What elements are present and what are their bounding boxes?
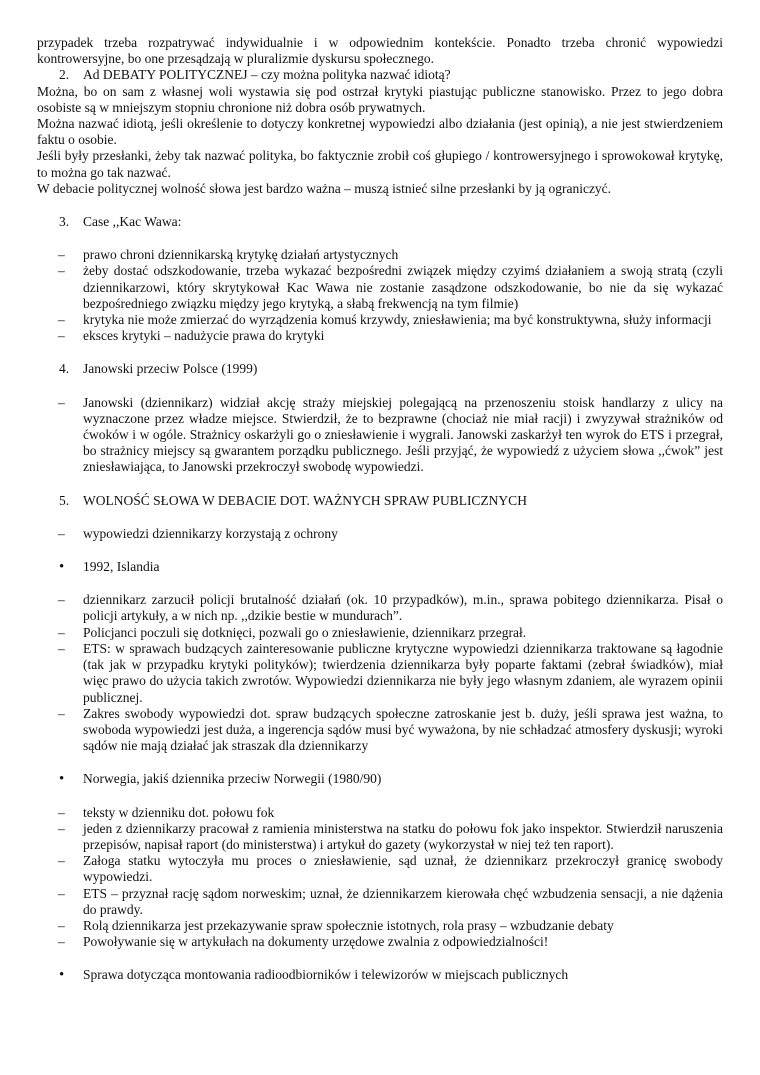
list-item — [37, 312, 723, 328]
list-item-text: Zakres swobody wypowiedzi dot. spraw budzących społeczne zatroskanie jest b. duży, jeśli sprawa jest ważna, to swoboda wypowiedzi jest duża, a ingerencja sądów musi być wyważona, by nie schładzać atmosfery dyskusji; wyroki sądów nie mają działać jak straszak dla dziennikarzy — [83, 705, 723, 754]
dash-marker: – — [58, 640, 65, 656]
list-item-text: teksty w dzienniku dot. połowu fok — [83, 804, 275, 820]
bullet-marker: • — [59, 771, 65, 788]
dash-marker: – — [58, 624, 65, 640]
bullet-heading-radio — [37, 967, 723, 983]
list-item-text: wypowiedzi dziennikarzy korzystają z ochrony — [83, 525, 338, 541]
dash-marker: – — [58, 263, 65, 279]
section-2-heading-text: Ad DEBATY POLITYCZNEJ – czy można polityka nazwać idiotą? — [83, 67, 451, 83]
list-item-text: prawo chroni dziennikarską krytykę działań artystycznych — [83, 247, 399, 263]
dash-marker: – — [58, 804, 65, 820]
section-4-heading — [37, 361, 723, 377]
section-4-heading-text: Janowski przeciw Polsce (1999) — [83, 361, 258, 377]
dash-marker: – — [58, 328, 65, 344]
section-4-number: 4. — [59, 361, 70, 377]
list-item — [37, 592, 723, 624]
section-5-heading — [37, 493, 723, 509]
list-item — [37, 918, 723, 934]
bullet-heading-text: Sprawa dotycząca montowania radioodbiorników i telewizorów w miejscach publicznych — [83, 967, 569, 983]
dash-marker: – — [58, 247, 65, 263]
list-item-text: dziennikarz zarzucił policji brutalność działań (ok. 10 przypadków), m.in., sprawa pobitego dziennikarza. Pisał o policji artykuły, a w nich np. ,,dzikie bestie w mundurach”. — [83, 592, 723, 624]
section-5-number: 5. — [59, 492, 70, 508]
section-2-paragraph: Można, bo on sam z własnej woli wystawia się pod ostrzał krytyki piastując publiczne stanowisko. Przez to jego dobra osobiste są w mniejszym stopniu chronione niż dobra osób prywatnych. — [37, 83, 723, 115]
bullet-heading-text: Norwegia, jakiś dziennika przeciw Norwegii (1980/90) — [83, 771, 382, 787]
list-item-text: ETS: w sprawach budzących zainteresowanie publiczne krytyczne wypowiedzi dziennikarza traktowane są łagodnie (tak jak w przypadku krytyki polityków); twierdzenia dziennikarza były poparte faktami (zebrał świadków), miał więc prawo do użycia takich zwrotów. Wypowiedzi dziennikarza nie były jego własnym zdaniem, ale wyrazem opinii publicznej. — [83, 640, 723, 705]
dash-marker: – — [58, 820, 65, 836]
list-item-text: Załoga statku wytoczyła mu proces o zniesławienie, sąd uznał, że dziennikarz przekroczył granicę swobody wypowiedzi. — [83, 853, 723, 885]
list-item-text: ETS – przyznał rację sądom norweskim; uznał, że dziennikarzem kierowała chęć wzbudzenia sensacji, a nie dążenia do prawdy. — [83, 885, 723, 917]
bullet-marker: • — [59, 559, 65, 576]
list-item-text: krytyka nie może zmierzać do wyrządzenia komuś krzywdy, zniesławienia; ma być konstruktywna, służy informacji — [83, 312, 712, 328]
dash-marker: – — [58, 885, 65, 901]
list-item — [37, 526, 723, 542]
list-item — [37, 263, 723, 312]
list-item-text: jeden z dziennikarzy pracował z ramienia ministerstwa na statku do połowu fok jako inspektor. Stwierdził naruszenia przepisów, napisał raport (do ministerstwa) i artykuł do gazety (wykorzystał w niej też ten raport). — [83, 820, 723, 852]
list-item — [37, 247, 723, 263]
dash-marker: – — [58, 934, 65, 950]
dash-marker: – — [58, 525, 65, 541]
list-item — [37, 934, 723, 950]
bullet-heading-islandia — [37, 559, 723, 575]
dash-marker: – — [58, 705, 65, 721]
list-item — [37, 641, 723, 706]
section-2-number: 2. — [59, 67, 70, 83]
intro-paragraph: przypadek trzeba rozpatrywać indywidualnie i w odpowiednim kontekście. Ponadto trzeba chronić wypowiedzi kontrowersyjne, bo one przesądzają w pluralizmie dyskursu społecznego. — [37, 35, 723, 67]
dash-marker: – — [58, 917, 65, 933]
dash-marker: – — [58, 312, 65, 328]
list-item — [37, 886, 723, 918]
list-item-text: Powoływanie się w artykułach na dokumenty urzędowe zwalnia z odpowiedzialności! — [83, 934, 549, 950]
section-3-heading — [37, 214, 723, 230]
section-2-heading — [37, 67, 723, 83]
section-3-number: 3. — [59, 214, 70, 230]
bullet-marker: • — [59, 967, 65, 984]
list-item — [37, 853, 723, 885]
bullet-heading-text: 1992, Islandia — [83, 559, 160, 575]
dash-marker: – — [58, 853, 65, 869]
section-5-heading-text: WOLNOŚĆ SŁOWA W DEBACIE DOT. WAŻNYCH SPRAW PUBLICZNYCH — [83, 492, 527, 508]
section-2-paragraph: Można nazwać idiotą, jeśli określenie to dotyczy konkretnej wypowiedzi albo działania (jest opinią), a nie jest stwierdzeniem faktu o osobie. — [37, 116, 723, 148]
list-item-text: eksces krytyki – nadużycie prawa do krytyki — [83, 328, 325, 344]
section-2-paragraph: Jeśli były przesłanki, żeby tak nazwać polityka, bo faktycznie zrobił coś głupiego / kontrowersyjnego i sprowokował krytykę, to można go tak nazwać. — [37, 148, 723, 180]
list-item — [37, 328, 723, 344]
dash-marker: – — [58, 592, 65, 608]
list-item — [37, 805, 723, 821]
list-item — [37, 706, 723, 755]
list-item — [37, 625, 723, 641]
list-item-text: żeby dostać odszkodowanie, trzeba wykazać bezpośredni związek między czyimś działaniem a swoją stratą (czyli dziennikarzowi, który skrytykował Kac Wawa nie zostanie zasądzone odszkodowanie, bo nie da się wykazać bezpośredniego związku między jego krytyką, a słabą frekwencją na tym filmie) — [83, 263, 723, 311]
dash-marker: – — [58, 394, 65, 410]
list-item-text: Policjanci poczuli się dotknięci, pozwali go o zniesławienie, dziennikarz przegrał. — [83, 624, 527, 640]
list-item — [37, 395, 723, 476]
bullet-heading-norwegia — [37, 771, 723, 787]
section-2-paragraph: W debacie politycznej wolność słowa jest bardzo ważna – muszą istnieć silne przesłanki by ją ograniczyć. — [37, 180, 612, 196]
list-item-text: Rolą dziennikarza jest przekazywanie spraw społecznie istotnych, rola prasy – wzbudzanie debaty — [83, 917, 614, 933]
list-item — [37, 821, 723, 853]
list-item-text: Janowski (dziennikarz) widział akcję straży miejskiej polegającą na przenoszeniu stoisk handlarzy z ulicy na wyznaczone przez władze miejsce. Stwierdził, że to bezprawne (chociaż nie miał racji) i zwyzywał strażników od ćwoków i w ogóle. Strażnicy oskarżyli go o zniesławienie i wygrali. Janowski zaskarżył ten wyrok do ETS i przegrał, bo strażnicy miejscy są gwarantem porządku publicznego. Jeśli przyjąć, że wypowiedź z użyciem słowa ,,ćwok” jest zniesławiająca, to Janowski przekroczył swobodę wypowiedzi. — [83, 394, 723, 475]
section-3-heading-text: Case ,,Kac Wawa: — [83, 214, 182, 230]
